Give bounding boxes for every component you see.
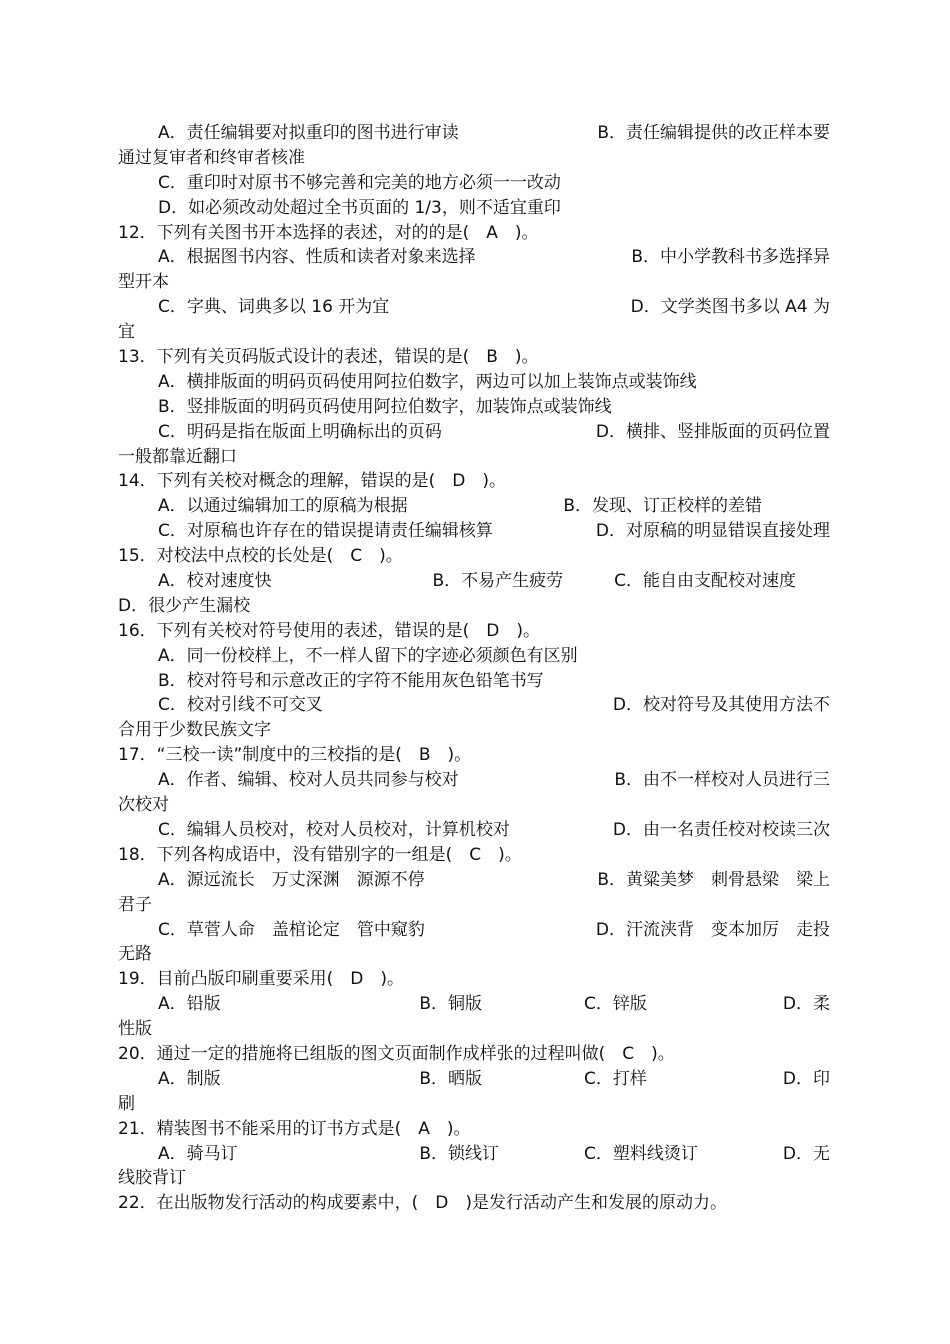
text-line: 19．目前凸版印刷重要采用( D )。 xyxy=(118,969,404,990)
text-line: 21．精装图书不能采用的订书方式是( A )。 xyxy=(118,1118,471,1139)
text-line: 22．在出版物发行活动的构成要素中，( D )是发行活动产生和发展的原动力。 xyxy=(118,1193,727,1214)
text-line: 17．“三校一读”制度中的三校指的是( B )。 xyxy=(118,745,472,766)
line-right-text: D．横排、竖排版面的页码位置 xyxy=(595,421,830,442)
option-line: A．同一份校样上，不一样人留下的字迹必须颜色有区别 xyxy=(158,645,578,666)
line-left-text: C．校对引线不可交叉 xyxy=(158,695,323,716)
option-line: B．竖排版面的明码页码使用阿拉伯数字，加装饰点或装饰线 xyxy=(158,396,612,417)
line-right-text: B．发现、订正校样的差错 xyxy=(563,496,830,517)
text-line-split xyxy=(118,818,830,843)
text-line-split xyxy=(118,992,830,1017)
text-line: 性版 xyxy=(118,1019,152,1040)
line-left-text: A．校对速度快 xyxy=(158,571,272,592)
text-line: 20．通过一定的措施将已组版的图文页面制作成样张的过程叫做( C )。 xyxy=(118,1043,675,1064)
text-line: 刷 xyxy=(118,1093,135,1114)
line-left-text: C．对原稿也许存在的错误提请责任编辑核算 xyxy=(158,521,493,542)
line-left-text: A．以通过编辑加工的原稿为根据 xyxy=(158,496,408,517)
line-right-text: D．文学类图书多以 A4 为 xyxy=(630,297,830,318)
text-line: D．很少产生漏校 xyxy=(118,595,251,616)
line-left-text: A．责任编辑要对拟重印的图书进行审读 xyxy=(158,123,459,143)
line-right-text: B．由不一样校对人员进行三 xyxy=(614,770,830,791)
text-line-split xyxy=(118,420,830,445)
text-line: 13．下列有关页码版式设计的表述，错误的是( B )。 xyxy=(118,347,539,368)
text-line: 型开本 xyxy=(118,272,169,293)
text-line: 无路 xyxy=(118,944,152,965)
text-line-split xyxy=(118,569,830,594)
text-line: 18．下列各构成语中，没有错别字的一组是( C )。 xyxy=(118,844,522,865)
text-line-split xyxy=(118,1067,830,1092)
line-right-text: B．黄粱美梦 刺骨悬梁 梁上 xyxy=(597,869,830,890)
text-line: 宜 xyxy=(118,322,135,343)
line-right-text: B．晒版 C．打样 D．印 xyxy=(419,1068,830,1089)
text-line: 君子 xyxy=(118,894,152,915)
text-line: 15．对校法中点校的长处是( C )。 xyxy=(118,546,403,567)
option-line: B．校对符号和示意改正的字符不能用灰色铅笔书写 xyxy=(158,670,544,691)
line-left-text: A．作者、编辑、校对人员共同参与校对 xyxy=(158,770,459,791)
text-line-split xyxy=(118,1142,830,1167)
line-left-text: C．明码是指在版面上明确标出的页码 xyxy=(158,421,442,442)
line-right-text: B．中小学教科书多选择异 xyxy=(631,247,830,268)
line-left-text: A．铅版 xyxy=(158,994,221,1015)
line-left-text: C．草菅人命 盖棺论定 管中窥豹 xyxy=(158,919,425,940)
text-line: 通过复审者和终审者核准 xyxy=(118,147,305,168)
text-line-split xyxy=(118,295,830,320)
text-line: 一般都靠近翻口 xyxy=(118,446,237,467)
line-right-text: B．锁线订 C．塑料线烫订 D．无 xyxy=(419,1143,830,1164)
text-line-split xyxy=(118,519,830,544)
text-line-split xyxy=(118,121,830,146)
text-line-split xyxy=(118,245,830,270)
text-line: 线胶背订 xyxy=(118,1168,186,1189)
line-right-text: D．校对符号及其使用方法不 xyxy=(612,695,830,716)
line-left-text: C．字典、词典多以 16 开为宜 xyxy=(158,297,390,318)
text-line-split xyxy=(118,868,830,893)
text-line: 12．下列有关图书开本选择的表述，对的的是( A )。 xyxy=(118,222,539,243)
line-left-text: A．根据图书内容、性质和读者对象来选择 xyxy=(158,247,476,268)
line-right-text: B．铜版 C．锌版 D．柔 xyxy=(419,994,830,1015)
line-left-text: A．骑马订 xyxy=(158,1143,238,1164)
text-line-split xyxy=(118,494,830,519)
text-line: 次校对 xyxy=(118,795,169,816)
line-right-text: D．由一名责任校对校读三次 xyxy=(612,819,830,840)
text-line-split xyxy=(118,918,830,943)
option-line: C．重印时对原书不够完善和完美的地方必须一一改动 xyxy=(158,172,561,193)
text-line: 16．下列有关校对符号使用的表述，错误的是( D )。 xyxy=(118,620,540,641)
line-right-text: D．汗流浃背 变本加厉 走投 xyxy=(595,919,830,940)
document-page xyxy=(118,121,830,1216)
option-line: D．如必须改动处超过全书页面的 1/3，则不适宜重印 xyxy=(158,197,561,218)
option-line: A．横排版面的明码页码使用阿拉伯数字，两边可以加上装饰点或装饰线 xyxy=(158,371,697,392)
text-line-split xyxy=(118,768,830,793)
line-left-text: A．制版 xyxy=(158,1068,221,1089)
line-right-text: B．不易产生疲劳 C．能自由支配校对速度 xyxy=(432,571,830,592)
text-line: 14．下列有关校对概念的理解，错误的是( D )。 xyxy=(118,471,506,492)
text-line-split xyxy=(118,693,830,718)
text-line: 合用于少数民族文字 xyxy=(118,720,271,741)
line-right-text: B．责任编辑提供的改正样本要 xyxy=(597,123,830,143)
line-left-text: C．编辑人员校对，校对人员校对，计算机校对 xyxy=(158,819,510,840)
line-left-text: A．源远流长 万丈深渊 源源不停 xyxy=(158,869,425,890)
line-right-text: D．对原稿的明显错误直接处理 xyxy=(595,521,830,542)
